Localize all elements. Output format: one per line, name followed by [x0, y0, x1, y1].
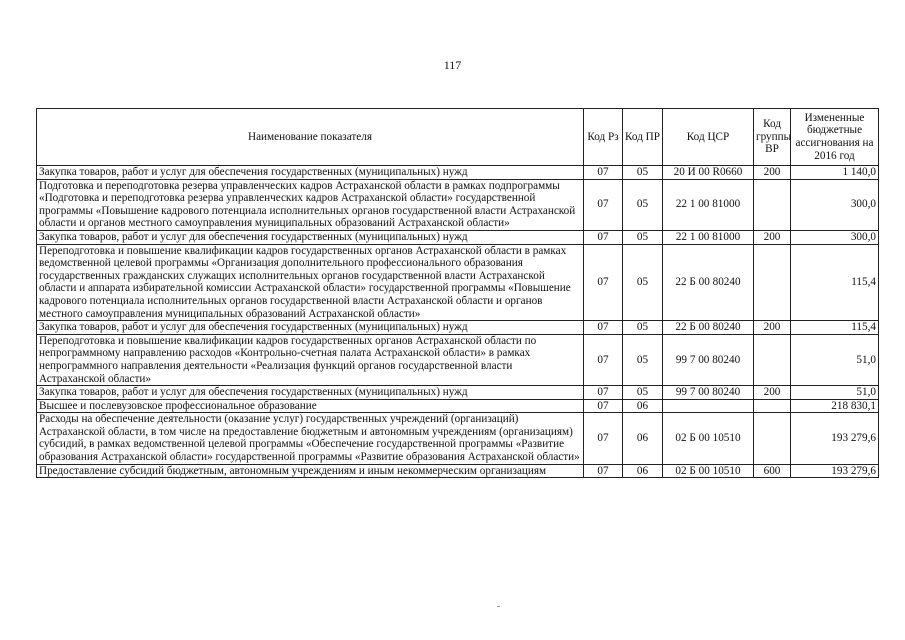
row-name: Подготовка и переподготовка резерва управленческих кадров Астраханской области в рамках подпрограммы «Подготовка и переподготовка резерва управленческих кадров Астраханской области» государственной программы «Повышение кадрового потенциала исполнительных органов государственной власти Астраханской области и органов местного самоуправления муниципальных образований Астраханской области» [37, 179, 584, 230]
row-vr [754, 334, 791, 385]
row-name: Закупка товаров, работ и услуг для обеспечения государственных (муниципальных) нужд [37, 166, 584, 180]
table-row [37, 413, 879, 464]
row-pr: 05 [623, 166, 663, 180]
row-rz: 07 [584, 244, 623, 321]
row-vr: 200 [754, 166, 791, 180]
row-name: Расходы на обеспечение деятельности (оказание услуг) государственных учреждений (организаций) Астраханской области, в том числе на предоставление бюджетным и автономным учреждениям (организациям) субсидий, в рамках ведомственной целевой программы «Обеспечение государственной программы «Развитие образования Астраханской области» государственной программы «Развитие образования Астраханской области» [37, 413, 584, 464]
row-vr: 200 [754, 321, 791, 335]
table-row [37, 166, 879, 180]
row-name: Предоставление субсидий бюджетным, автономным учреждениям и иным некоммерческим организациям [37, 464, 584, 478]
header-rz: Код Рз [584, 109, 623, 166]
row-csr [663, 399, 754, 413]
row-rz: 07 [584, 321, 623, 335]
row-csr: 20 И 00 R0660 [663, 166, 754, 180]
row-csr: 22 1 00 81000 [663, 179, 754, 230]
row-pr: 05 [623, 334, 663, 385]
row-name: Высшее и послевузовское профессиональное образование [37, 399, 584, 413]
table-row [37, 334, 879, 385]
row-rz: 07 [584, 464, 623, 478]
row-sum: 51,0 [791, 386, 879, 400]
row-sum: 193 279,6 [791, 413, 879, 464]
header-csr: Код ЦСР [663, 109, 754, 166]
header-name: Наименование показателя [37, 109, 584, 166]
budget-table [36, 108, 879, 478]
row-sum: 218 830,1 [791, 399, 879, 413]
header-vr: Код группы ВР [754, 109, 791, 166]
row-sum: 300,0 [791, 230, 879, 244]
row-vr: 600 [754, 464, 791, 478]
row-vr [754, 413, 791, 464]
row-pr: 06 [623, 399, 663, 413]
row-vr [754, 244, 791, 321]
row-sum: 115,4 [791, 321, 879, 335]
table-row [37, 179, 879, 230]
row-pr: 05 [623, 230, 663, 244]
row-pr: 06 [623, 413, 663, 464]
row-vr: 200 [754, 230, 791, 244]
row-name: Закупка товаров, работ и услуг для обеспечения государственных (муниципальных) нужд [37, 386, 584, 400]
table-row [37, 244, 879, 321]
row-rz: 07 [584, 166, 623, 180]
scan-mark [497, 606, 500, 607]
row-sum: 51,0 [791, 334, 879, 385]
row-pr: 05 [623, 179, 663, 230]
row-csr: 22 1 00 81000 [663, 230, 754, 244]
row-vr [754, 179, 791, 230]
row-name: Переподготовка и повышение квалификации кадров государственных органов Астраханской области в рамках ведомственной целевой программы «Организация дополнительного профессионального образования государственных гражданских служащих исполнительных органов государственной власти Астраханской области и аппарата избирательной комиссии Астраханской области» государственной программы «Повышение кадрового потенциала исполнительных органов государственной власти Астраханской области и органов местного самоуправления муниципальных образований Астраханской области» [37, 244, 584, 321]
page-number: 117 [443, 58, 462, 72]
row-csr: 22 Б 00 80240 [663, 244, 754, 321]
row-pr: 05 [623, 244, 663, 321]
row-csr: 22 Б 00 80240 [663, 321, 754, 335]
row-rz: 07 [584, 386, 623, 400]
row-rz: 07 [584, 230, 623, 244]
row-sum: 1 140,0 [791, 166, 879, 180]
row-rz: 07 [584, 413, 623, 464]
row-csr: 99 7 00 80240 [663, 334, 754, 385]
row-sum: 300,0 [791, 179, 879, 230]
row-pr: 06 [623, 464, 663, 478]
row-csr: 02 Б 00 10510 [663, 464, 754, 478]
header-pr: Код ПР [623, 109, 663, 166]
row-rz: 07 [584, 334, 623, 385]
row-csr: 99 7 00 80240 [663, 386, 754, 400]
table-header-row [37, 109, 879, 166]
row-vr: 200 [754, 386, 791, 400]
table-row [37, 386, 879, 400]
row-csr: 02 Б 00 10510 [663, 413, 754, 464]
row-sum: 115,4 [791, 244, 879, 321]
table-row [37, 399, 879, 413]
table-row [37, 464, 879, 478]
row-vr [754, 399, 791, 413]
table-row [37, 230, 879, 244]
row-name: Закупка товаров, работ и услуг для обеспечения государственных (муниципальных) нужд [37, 321, 584, 335]
row-rz: 07 [584, 179, 623, 230]
table-row [37, 321, 879, 335]
row-sum: 193 279,6 [791, 464, 879, 478]
header-sum: Измененные бюджетные ассигнования на 2016 год [791, 109, 879, 166]
row-pr: 05 [623, 321, 663, 335]
row-name: Закупка товаров, работ и услуг для обеспечения государственных (муниципальных) нужд [37, 230, 584, 244]
row-rz: 07 [584, 399, 623, 413]
row-pr: 05 [623, 386, 663, 400]
row-name: Переподготовка и повышение квалификации кадров государственных органов Астраханской области по непрограммному направлению расходов «Контрольно-счетная палата Астраханской области» в рамках непрограммного направления деятельности «Реализация функций органов государственной власти Астраханской области» [37, 334, 584, 385]
